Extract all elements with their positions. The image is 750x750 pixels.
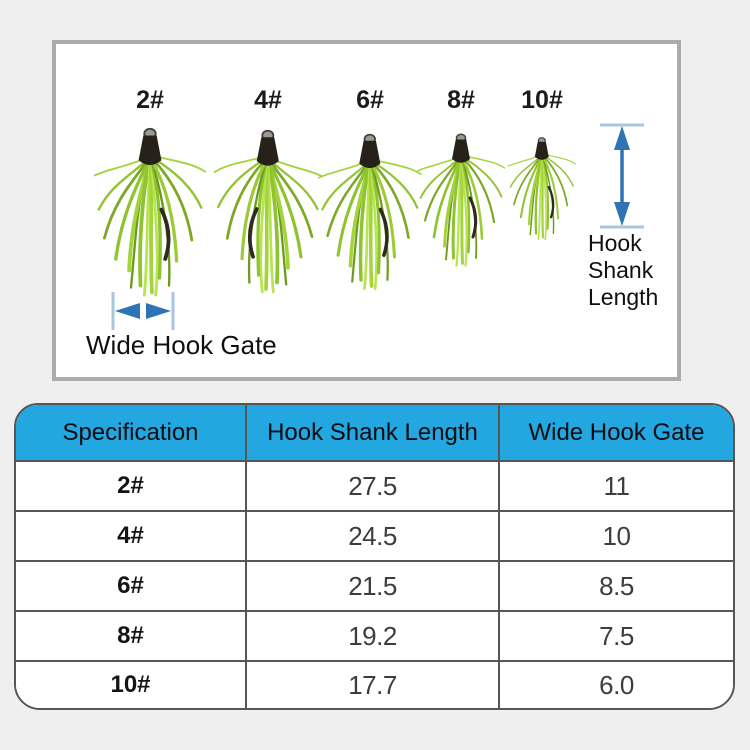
shank-length-arrow — [600, 125, 644, 227]
product-photo-panel — [52, 40, 681, 381]
feather-lures-illustration — [56, 44, 677, 377]
size-label-6: 6# — [356, 86, 384, 114]
size-label-10: 10# — [521, 86, 563, 114]
row-8-shank: 19.2 — [247, 612, 500, 662]
row-2-gate: 11 — [500, 462, 733, 512]
size-label-2: 2# — [136, 86, 164, 114]
row-4-gate: 10 — [500, 512, 733, 562]
specification-table — [14, 403, 735, 710]
row-8-spec: 8# — [16, 612, 247, 662]
header-shank-length: Hook Shank Length — [247, 405, 500, 462]
row-2-spec: 2# — [16, 462, 247, 512]
header-specification: Specification — [16, 405, 247, 462]
hook-gate-arrow — [113, 292, 173, 330]
size-label-4: 4# — [254, 86, 282, 114]
row-10-spec: 10# — [16, 662, 247, 708]
row-8-gate: 7.5 — [500, 612, 733, 662]
row-2-shank: 27.5 — [247, 462, 500, 512]
row-10-gate: 6.0 — [500, 662, 733, 708]
row-6-gate: 8.5 — [500, 562, 733, 612]
shank-length-annotation: Hook Shank Length — [588, 230, 659, 310]
lure-6 — [319, 135, 421, 289]
row-6-shank: 21.5 — [247, 562, 500, 612]
size-label-8: 8# — [447, 86, 475, 114]
row-6-spec: 6# — [16, 562, 247, 612]
lure-10 — [508, 138, 575, 240]
row-4-spec: 4# — [16, 512, 247, 562]
header-wide-hook-gate: Wide Hook Gate — [500, 405, 733, 462]
lure-8 — [418, 134, 505, 265]
row-10-shank: 17.7 — [247, 662, 500, 708]
lure-2 — [95, 129, 205, 295]
hook-gate-annotation: Wide Hook Gate — [86, 330, 277, 360]
lure-4 — [214, 131, 321, 292]
row-4-shank: 24.5 — [247, 512, 500, 562]
